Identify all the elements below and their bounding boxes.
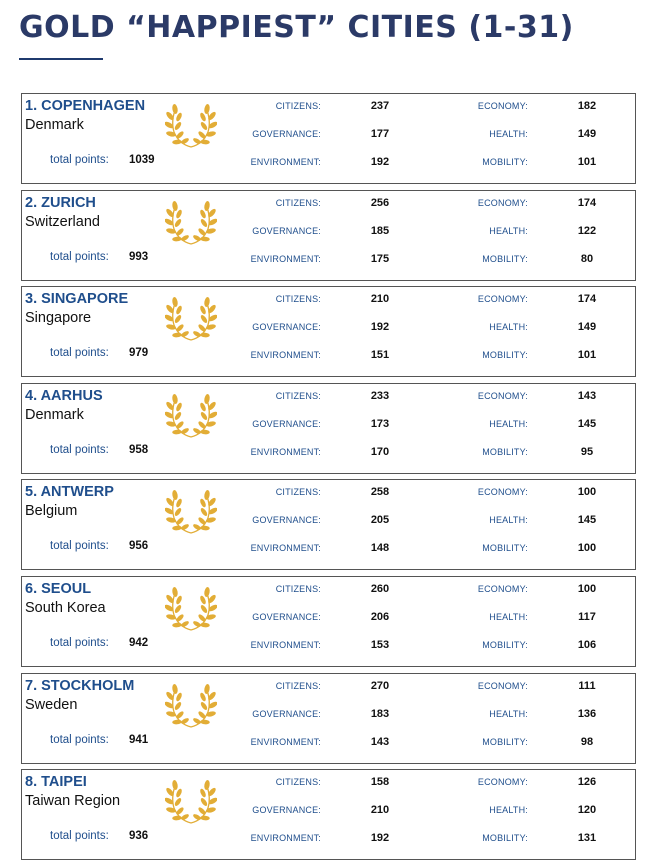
city-name: 2. ZURICH [25, 194, 96, 211]
economy-label: ECONOMY: [477, 680, 528, 691]
total-points-label: total points: [50, 540, 109, 553]
environment-label: ENVIRONMENT: [250, 157, 321, 167]
mobility-label: MOBILITY: [482, 543, 528, 554]
mobility-label: MOBILITY: [482, 639, 528, 650]
citizens-label: CITIZENS: [275, 777, 321, 788]
economy-value: 100 [577, 486, 597, 499]
country-name: Singapore [25, 310, 92, 327]
laurel-wreath-icon [165, 583, 217, 633]
governance-label: GOVERNANCE: [252, 418, 321, 429]
citizens-value: 270 [370, 679, 390, 692]
health-value: 136 [577, 707, 597, 720]
environment-value: 143 [370, 735, 390, 748]
economy-value: 174 [577, 196, 597, 209]
total-points-label: total points: [50, 443, 109, 456]
environment-value: 170 [370, 445, 390, 458]
mobility-value: 100 [577, 542, 597, 555]
health-label: HEALTH: [489, 225, 528, 236]
environment-value: 192 [370, 832, 390, 845]
city-name: 4. AARHUS [25, 387, 103, 404]
mobility-label: MOBILITY: [482, 157, 528, 167]
total-points-value: 956 [129, 540, 149, 553]
laurel-wreath-icon [165, 486, 217, 536]
mobility-label: MOBILITY: [482, 833, 528, 844]
environment-value: 151 [370, 349, 390, 362]
governance-value: 173 [370, 417, 390, 430]
total-points-value: 936 [129, 830, 149, 843]
governance-label: GOVERNANCE: [252, 611, 321, 622]
citizens-label: CITIZENS: [275, 487, 321, 498]
economy-label: ECONOMY: [477, 390, 528, 401]
city-card [21, 286, 636, 377]
city-name: 7. STOCKHOLM [25, 677, 135, 694]
health-value: 117 [578, 610, 596, 623]
mobility-value: 80 [580, 252, 594, 265]
governance-label: GOVERNANCE: [252, 515, 321, 526]
total-points-value: 941 [129, 733, 149, 746]
environment-label: ENVIRONMENT: [250, 833, 321, 844]
mobility-value: 95 [580, 445, 594, 458]
page-title: GOLD “HAPPIEST” CITIES (1-31) [19, 10, 574, 45]
governance-value: 205 [370, 514, 390, 527]
total-points-label: total points: [50, 733, 109, 746]
title-underline [19, 58, 103, 60]
economy-value: 111 [578, 679, 596, 692]
city-card [21, 769, 636, 860]
governance-label: GOVERNANCE: [252, 129, 321, 139]
country-name: Taiwan Region [25, 793, 121, 810]
economy-value: 126 [577, 776, 597, 789]
environment-value: 153 [370, 638, 390, 651]
city-card [21, 479, 636, 570]
environment-value: 148 [370, 542, 390, 555]
environment-label: ENVIRONMENT: [250, 446, 321, 457]
economy-label: ECONOMY: [477, 197, 528, 208]
laurel-wreath-icon [165, 100, 217, 150]
citizens-value: 233 [370, 389, 390, 402]
total-points-label: total points: [50, 636, 109, 649]
environment-value: 175 [370, 252, 390, 265]
health-value: 145 [577, 417, 597, 430]
economy-label: ECONOMY: [477, 583, 528, 594]
citizens-label: CITIZENS: [275, 294, 321, 305]
country-name: Switzerland [25, 213, 100, 230]
total-points-label: total points: [50, 250, 109, 263]
health-label: HEALTH: [489, 322, 528, 333]
citizens-value: 237 [370, 100, 390, 112]
country-name: Denmark [25, 117, 84, 133]
economy-value: 174 [577, 293, 597, 306]
health-label: HEALTH: [489, 129, 528, 139]
health-value: 149 [577, 321, 597, 334]
laurel-wreath-icon [165, 390, 217, 440]
mobility-value: 131 [577, 832, 597, 845]
governance-label: GOVERNANCE: [252, 322, 321, 333]
economy-label: ECONOMY: [477, 487, 528, 498]
governance-label: GOVERNANCE: [252, 805, 321, 816]
economy-value: 100 [577, 582, 597, 595]
laurel-wreath-icon [165, 293, 217, 343]
environment-label: ENVIRONMENT: [250, 736, 321, 747]
total-points-value: 979 [129, 347, 149, 360]
city-card [21, 576, 636, 667]
country-name: Denmark [25, 406, 84, 423]
total-points-value: 942 [129, 636, 149, 649]
total-points-label: total points: [50, 154, 109, 166]
city-name: 6. SEOUL [25, 580, 92, 597]
economy-value: 143 [577, 389, 597, 402]
country-name: Sweden [25, 696, 78, 713]
citizens-label: CITIZENS: [275, 583, 321, 594]
health-label: HEALTH: [489, 418, 528, 429]
total-points-label: total points: [50, 347, 109, 360]
health-label: HEALTH: [489, 515, 528, 526]
environment-value: 192 [370, 156, 390, 168]
economy-label: ECONOMY: [477, 777, 528, 788]
city-card [21, 93, 636, 184]
governance-value: 192 [370, 321, 390, 334]
citizens-value: 260 [370, 582, 390, 595]
citizens-value: 158 [370, 776, 390, 789]
total-points-value: 993 [129, 250, 149, 263]
health-value: 122 [577, 224, 597, 237]
governance-value: 206 [370, 610, 390, 623]
citizens-label: CITIZENS: [275, 680, 321, 691]
city-list [21, 93, 636, 866]
citizens-label: CITIZENS: [275, 197, 321, 208]
economy-value: 182 [577, 100, 597, 112]
city-card [21, 190, 636, 281]
citizens-label: CITIZENS: [275, 390, 321, 401]
city-card [21, 383, 636, 474]
mobility-value: 98 [580, 735, 594, 748]
citizens-value: 210 [370, 293, 390, 306]
mobility-label: MOBILITY: [482, 446, 528, 457]
governance-label: GOVERNANCE: [252, 708, 321, 719]
city-name: 1. COPENHAGEN [25, 98, 146, 114]
mobility-label: MOBILITY: [482, 736, 528, 747]
total-points-value: 958 [129, 443, 149, 456]
mobility-value: 101 [577, 156, 597, 168]
health-value: 120 [577, 804, 597, 817]
governance-value: 185 [370, 224, 390, 237]
laurel-wreath-icon [165, 776, 217, 826]
laurel-wreath-icon [165, 197, 217, 247]
mobility-label: MOBILITY: [482, 350, 528, 361]
citizens-value: 256 [370, 196, 390, 209]
mobility-value: 106 [577, 638, 597, 651]
country-name: South Korea [25, 599, 106, 616]
country-name: Belgium [25, 503, 78, 520]
city-card [21, 673, 636, 764]
governance-value: 210 [370, 804, 390, 817]
environment-label: ENVIRONMENT: [250, 543, 321, 554]
mobility-value: 101 [577, 349, 597, 362]
environment-label: ENVIRONMENT: [250, 639, 321, 650]
city-name: 8. TAIPEI [25, 774, 87, 791]
environment-label: ENVIRONMENT: [250, 350, 321, 361]
laurel-wreath-icon [165, 680, 217, 730]
governance-value: 183 [370, 707, 390, 720]
citizens-label: CITIZENS: [275, 101, 321, 111]
city-name: 5. ANTWERP [25, 484, 114, 501]
city-name: 3. SINGAPORE [25, 291, 129, 308]
environment-label: ENVIRONMENT: [250, 253, 321, 264]
citizens-value: 258 [370, 486, 390, 499]
total-points-value: 1039 [129, 154, 155, 166]
economy-label: ECONOMY: [477, 294, 528, 305]
total-points-label: total points: [50, 830, 109, 843]
governance-label: GOVERNANCE: [252, 225, 321, 236]
economy-label: ECONOMY: [477, 101, 528, 111]
health-label: HEALTH: [489, 611, 528, 622]
mobility-label: MOBILITY: [482, 253, 528, 264]
health-value: 145 [577, 514, 597, 527]
governance-value: 177 [370, 128, 390, 140]
health-label: HEALTH: [489, 805, 528, 816]
health-value: 149 [577, 128, 597, 140]
health-label: HEALTH: [489, 708, 528, 719]
